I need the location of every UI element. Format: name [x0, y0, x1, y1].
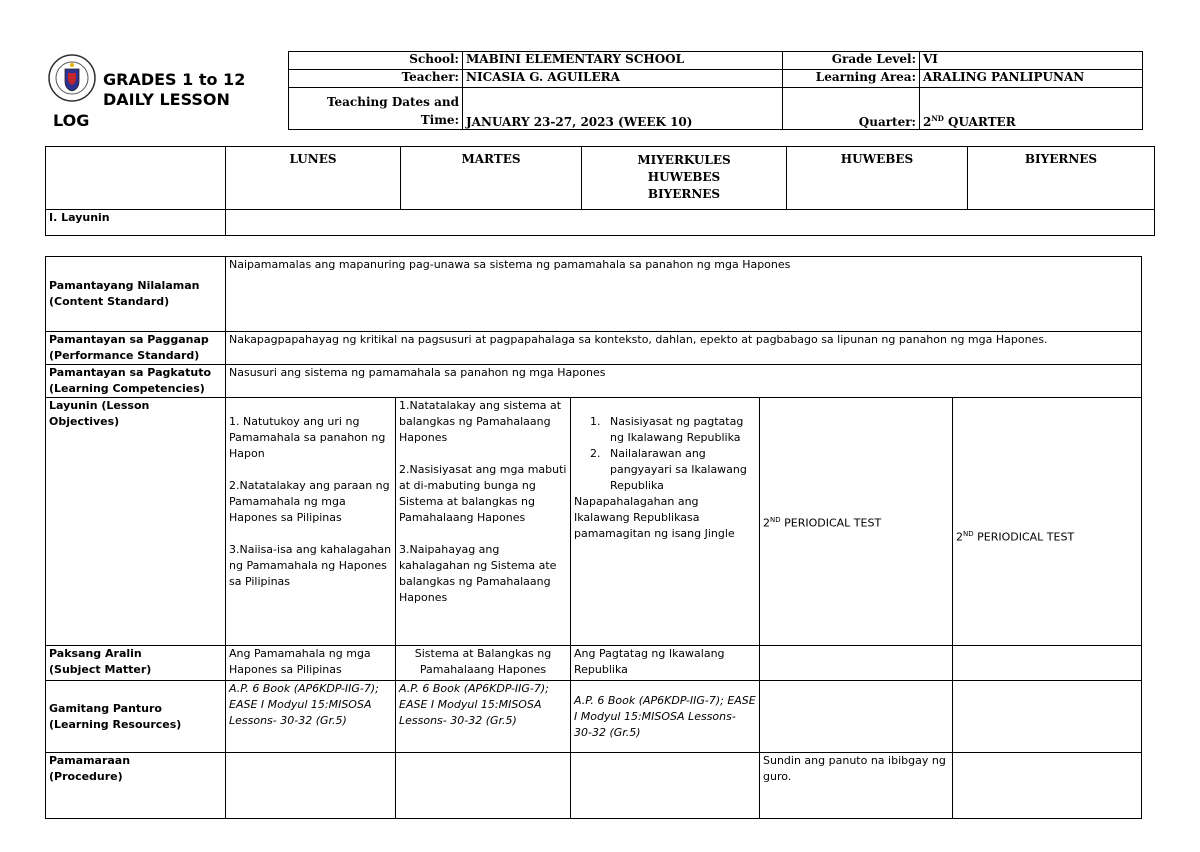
objectives-monday: [226, 398, 396, 646]
header-block: [45, 51, 1143, 130]
header-info-table: [288, 51, 1143, 130]
dll-title-line2: DAILY LESSON: [103, 90, 230, 109]
day-miyerkules: MIYERKULES HUWEBES BIYERNES: [582, 147, 787, 210]
subject-tuesday: Sistema at Balangkas ng Pamahalaang Hapones: [396, 646, 571, 681]
days-corner-cell: [46, 147, 226, 210]
area-label: Learning Area:: [783, 70, 920, 88]
resources-thursday: [760, 681, 953, 753]
day-lunes: LUNES: [226, 147, 401, 210]
objective-item: 3.Naiisa-isa ang kahalagahan ng Pamamahala ng Hapones sa Pilipinas: [229, 543, 392, 588]
subject-thursday: [760, 646, 953, 681]
objective-item: 3.Naipahayag ang kahalagahan ng Sistema ate balangkas ng Pamahalaang Hapones: [399, 543, 557, 604]
resources-label: Gamitang Panturo (Learning Resources): [46, 681, 226, 753]
resources-wednesday: A.P. 6 Book (AP6KDP-IIG-7); EASE I Modyul 15:MISOSA Lessons- 30-32 (Gr.5): [571, 681, 760, 753]
objective-item: 2.Natatalakay ang paraan ng Pamamahala ng mga Hapones sa Pilipinas: [229, 479, 390, 524]
subject-monday: Ang Pamamahala ng mga Hapones sa Pilipinas: [226, 646, 396, 681]
objective-item: 2.Nasisiyasat ang mga mabuti at di-mabuting bunga ng Sistema at balangkas ng Pamahalaang Hapones: [399, 463, 567, 524]
performance-standard-value: Nakapagpapahayag ng kritikal na pagsusuri at pagpapahalaga sa konteksto, dahlan, epekto at pagbabago sa lipunan ng panahon ng mga Hapones.: [226, 332, 1142, 365]
objective-item: 1. Natutukoy ang uri ng Pamamahala sa panahon ng Hapon: [229, 415, 386, 460]
content-standard-label: Pamantayang Nilalaman (Content Standard): [46, 257, 226, 332]
grade-value: VI: [920, 52, 1143, 70]
objectives-thursday: 2ND PERIODICAL TEST: [760, 398, 953, 646]
objective-item: 2. Nailalarawan ang pangyayari sa Ikalawang Republika: [604, 446, 756, 494]
teacher-value: NICASIA G. AGUILERA: [463, 70, 783, 88]
subject-friday: [953, 646, 1142, 681]
competencies-label: Pamantayan sa Pagkatuto (Learning Competencies): [46, 365, 226, 398]
procedure-wednesday: [571, 753, 760, 819]
procedure-label: Pamamaraan (Procedure): [46, 753, 226, 819]
layunin-row-value: [226, 210, 1155, 236]
school-value: MABINI ELEMENTARY SCHOOL: [463, 52, 783, 70]
resources-monday: A.P. 6 Book (AP6KDP-IIG-7); EASE I Modyul 15:MISOSA Lessons- 30-32 (Gr.5): [226, 681, 396, 753]
content-standard-value: Naipamamalas ang mapanuring pag-unawa sa sistema ng pamamahala sa panahon ng mga Hapones: [226, 257, 1142, 332]
objectives-tuesday: [396, 398, 571, 646]
objectives-label: Layunin (Lesson Objectives): [46, 398, 226, 646]
procedure-monday: [226, 753, 396, 819]
days-table: [45, 146, 1155, 236]
resources-friday: [953, 681, 1142, 753]
school-label: School:: [289, 52, 463, 70]
objectives-friday: 2ND PERIODICAL TEST: [953, 398, 1142, 646]
procedure-tuesday: [396, 753, 571, 819]
dll-title-line3: LOG: [53, 111, 90, 130]
teacher-label: Teacher:: [289, 70, 463, 88]
day-biyernes: BIYERNES: [968, 147, 1155, 210]
area-value: ARALING PANLIPUNAN: [920, 70, 1143, 88]
quarter-label: Quarter:: [783, 88, 920, 130]
dates-label-line1: Teaching Dates and: [326, 95, 459, 109]
layunin-row-label: I. Layunin: [46, 210, 226, 236]
day-martes: MARTES: [401, 147, 582, 210]
dates-value: JANUARY 23-27, 2023 (WEEK 10): [463, 88, 783, 130]
quarter-value: 2ND QUARTER: [920, 88, 1143, 130]
objective-item: 1. Nasisiyasat ng pagtatag ng Ikalawang Republika: [604, 414, 756, 446]
subject-wednesday: Ang Pagtatag ng Ikawalang Republika: [571, 646, 760, 681]
dates-label: [289, 88, 463, 130]
objective-item: 1.Natatalakay ang sistema at balangkas ng Pamahalaang Hapones: [399, 399, 562, 444]
lesson-table: [45, 256, 1142, 819]
resources-tuesday: A.P. 6 Book (AP6KDP-IIG-7); EASE I Modyul 15:MISOSA Lessons- 30-32 (Gr.5): [396, 681, 571, 753]
performance-standard-label: Pamantayan sa Pagganap (Performance Standard): [46, 332, 226, 365]
dll-title-line1: GRADES 1 to 12: [103, 70, 246, 89]
objectives-wednesday: [571, 398, 760, 646]
subject-matter-label: Paksang Aralin (Subject Matter): [46, 646, 226, 681]
deped-seal-icon: [47, 53, 97, 103]
objective-item: Napapahalagahan ang Ikalawang Republikasa pamamagitan ng isang Jingle: [574, 495, 735, 540]
day-huwebes: HUWEBES: [787, 147, 968, 210]
dates-label-line2: Time:: [420, 113, 459, 127]
grade-label: Grade Level:: [783, 52, 920, 70]
procedure-friday: [953, 753, 1142, 819]
competencies-value: Nasusuri ang sistema ng pamamahala sa panahon ng mga Hapones: [226, 365, 1142, 398]
objective-list: [574, 414, 756, 494]
procedure-thursday: Sundin ang panuto na ibibgay ng guro.: [760, 753, 953, 819]
